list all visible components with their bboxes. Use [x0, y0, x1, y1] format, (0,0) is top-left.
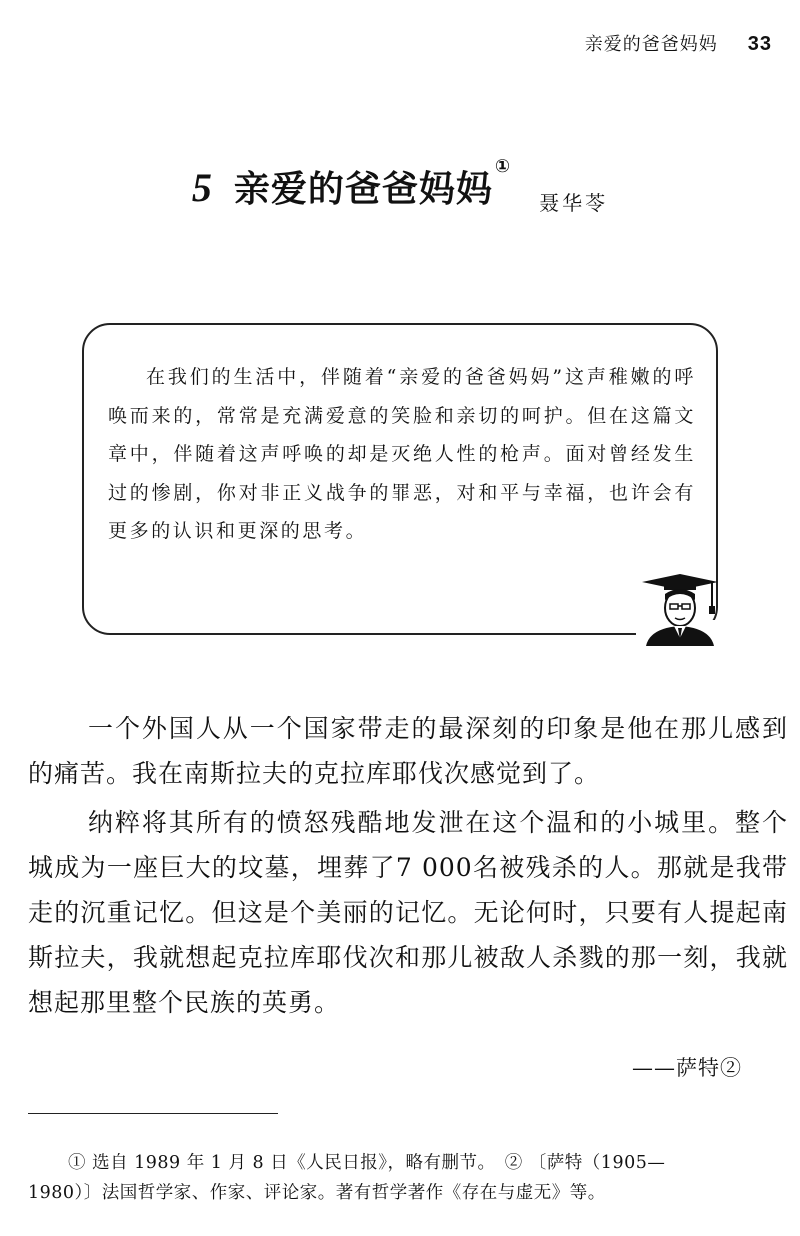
footnote-divider: [28, 1113, 278, 1114]
lesson-heading: [0, 156, 800, 215]
running-header: [585, 30, 772, 56]
quote-paragraph-2: 纳粹将其所有的愤怒残酷地发泄在这个温和的小城里。整个城成为一座巨大的坟墓，埋葬了7 000名被残杀的人。那就是我带走的沉重记忆。但这是个美丽的记忆。无论何时，只要有人提起南斯拉夫，我就想起克拉库耶伐次和那儿被敌人杀戮的那一刻，我就想起那里整个民族的英勇。: [28, 808, 788, 1017]
footnote-line-1: ① 选自 1989 年 1 月 8 日《人民日报》，略有删节。 ② 〔萨特（1905—: [68, 1153, 666, 1173]
preface-text: 在我们的生活中，伴随着“亲爱的爸爸妈妈”这声稚嫩的呼唤而来的，常常是充满爱意的笑脸和亲切的呵护。但在这篇文章中，伴随着这声呼唤的却是灭绝人性的枪声。面对曾经发生过的惨剧，你对非正义战争的罪恶，对和平与幸福，也许会有更多的认识和更深的思考。: [108, 366, 696, 542]
quote-body: [28, 706, 788, 1028]
footnote-line-2: 1980）〕法国哲学家、作家、评论家。著有哲学著作《存在与虚无》等。: [28, 1183, 606, 1203]
lesson-number: 5: [191, 165, 212, 210]
running-title: 亲爱的爸爸妈妈: [584, 34, 718, 55]
title-footnote-mark: ①: [494, 156, 512, 177]
quote-attribution: ——萨特②: [632, 1056, 742, 1080]
lesson-title-text: 亲爱的爸爸妈妈: [233, 169, 493, 210]
footnotes: [28, 1148, 786, 1208]
page-number: 33: [747, 33, 772, 55]
quote-paragraph-1: 一个外国人从一个国家带走的最深刻的印象是他在那儿感到的痛苦。我在南斯拉夫的克拉库耶伐次感觉到了。: [28, 714, 788, 788]
author-name: 聂华苓: [539, 191, 609, 215]
lesson-title: [233, 156, 512, 210]
scholar-with-mortarboard-icon: [640, 574, 720, 646]
